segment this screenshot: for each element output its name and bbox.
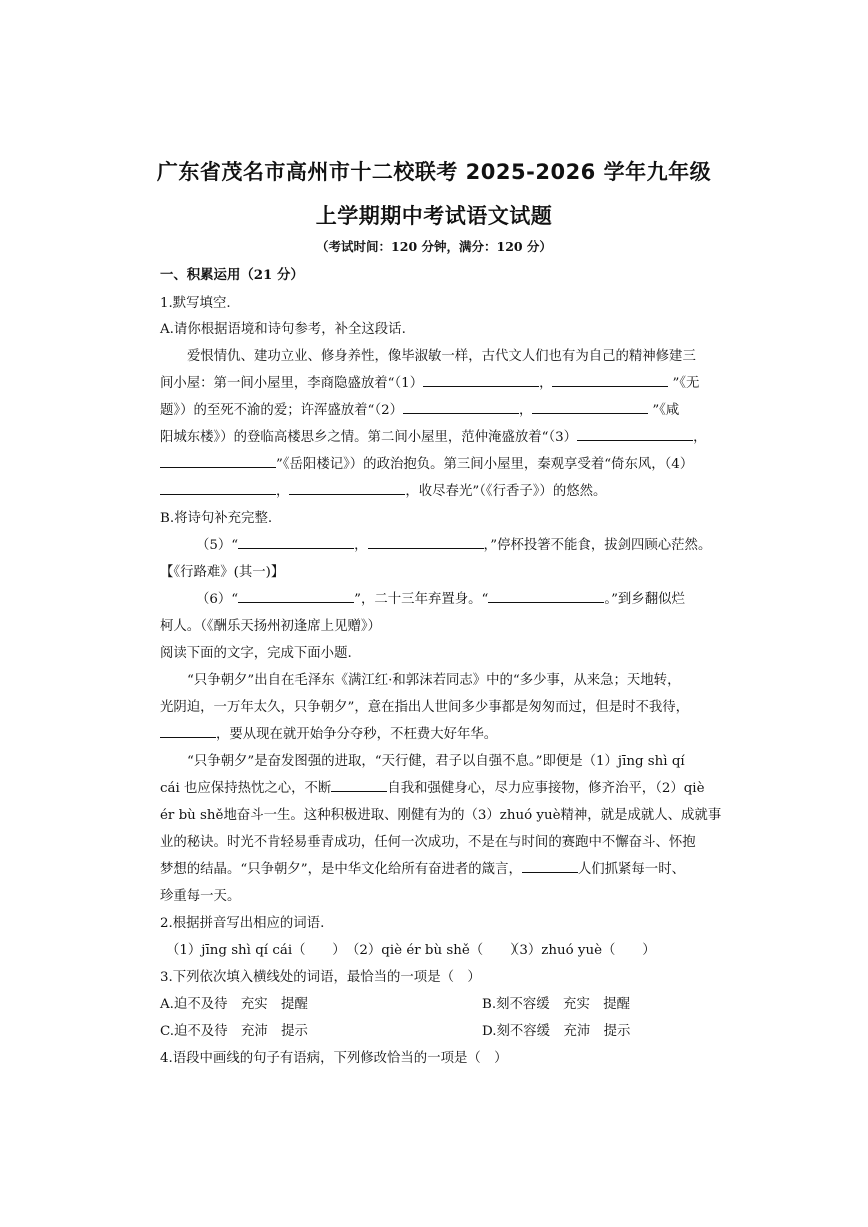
q1-part-a: A.请你根据语境和诗句参考，补全这段话. (160, 322, 406, 337)
paragraph-line: 爱恨情仇、建功立业、修身养性，像毕淑敏一样，古代文人们也有为自己的精神修建三 (187, 349, 696, 364)
text: ， (519, 403, 533, 418)
fill-blank (160, 482, 276, 495)
exam-info: （考试时间：120 分钟，满分：120 分） (316, 239, 552, 254)
fill-blank (289, 482, 405, 495)
fill-blank (238, 536, 354, 549)
q6-source: 柯人。（《酬乐天扬州初逢席上见赠》） (160, 619, 381, 634)
fill-blank (423, 374, 539, 387)
paragraph-line (160, 426, 706, 445)
fill-blank (522, 860, 578, 873)
fill-blank (368, 536, 484, 549)
text: 人们抓紧每一时、 (577, 862, 685, 877)
text: 梦想的结晶。“只争朝夕”，是中华文化给所有奋进者的箴言， (160, 862, 522, 877)
paragraph-line: “只争朝夕”是奋发图强的进取，“天行健，君子以自强不息。”即便是（1）jīng shì qí (187, 754, 685, 769)
text: ”《岳阳楼记》）的政治抱负。第三间小屋里，秦观享受着“倚东风，（4） (276, 457, 694, 472)
fill-blank (331, 779, 387, 792)
q2-heading: 2.根据拼音写出相应的词语. (160, 916, 325, 931)
paragraph-line (160, 372, 699, 391)
paragraph-line: “只争朝夕”出自在毛泽东《满江红·和郭沫若同志》中的“多少事，从来急；天地转， (187, 673, 681, 688)
q2-option-2: （2）qiè ér bù shě（ ） (346, 943, 524, 958)
text: 题》）的至死不渝的爱；许浑盛放着“（2） (160, 403, 403, 418)
paragraph-line: ér bù shě地奋斗一生。这种积极进取、刚健有为的（3）zhuó yuè精神，就是成就人、成就事 (160, 808, 722, 823)
text: 自我和强健身心，尽力应事接物，修齐治平，（2）qiè (387, 781, 705, 796)
paragraph-line: 珍重每一天。 (160, 889, 241, 904)
text: ”《咸 (652, 403, 680, 418)
paragraph-line (160, 399, 679, 418)
text: （5）“ (196, 538, 239, 553)
text: cái 也应保持热忱之心，不断 (160, 781, 332, 796)
text: 间小屋：第一间小屋里，李商隐盛放着“（1） (160, 376, 424, 391)
q3-option-a: A.迫不及待 充实 提醒 (160, 997, 308, 1012)
paragraph-line (160, 453, 693, 472)
paragraph-line (160, 723, 497, 742)
text: 阳城东楼》）的登临高楼思乡之情。第二间小屋里，范仲淹盛放着“（3） (160, 430, 578, 445)
text: ，”停杯投箸不能食，拔剑四顾心茫然。 (483, 538, 712, 553)
q6-line (196, 588, 685, 607)
q2-option-1: （1）jīng shì qí cái（ ） (166, 943, 346, 958)
text: ”《无 (672, 376, 700, 391)
paragraph-line: 光阴迫，一万年太久，只争朝夕”，意在指出人世间多少事都是匆匆而过，但是时不我待， (160, 700, 690, 715)
text: ， (693, 430, 707, 445)
reading-intro: 阅读下面的文字，完成下面小题. (160, 646, 352, 661)
fill-blank (552, 374, 668, 387)
exam-title-line2: 上学期期中考试语文试题 (315, 204, 553, 228)
fill-blank (532, 401, 648, 414)
q2-option-3: （3）zhuó yuè（ ） (506, 943, 656, 958)
q1-heading: 1.默写填空. (160, 296, 231, 311)
exam-title-line1: 广东省茂名市高州市十二校联考 2025-2026 学年九年级 (156, 160, 712, 184)
paragraph-line (160, 858, 685, 877)
q5-source: 【《行路难》(其一)】 (160, 565, 285, 580)
text: ，要从现在就开始争分夺秒，不枉费大好年华。 (216, 727, 498, 742)
q1-part-b: B.将诗句补充完整. (160, 511, 273, 526)
fill-blank (403, 401, 519, 414)
fill-blank (160, 455, 276, 468)
fill-blank (577, 428, 693, 441)
text: ，收尽春光”（《行香子》）的悠然。 (405, 484, 607, 499)
section-heading: 一、积累运用（21 分） (160, 267, 304, 283)
paragraph-line (160, 480, 606, 499)
fill-blank (238, 590, 354, 603)
q3-option-b: B.刻不容缓 充实 提醒 (482, 997, 631, 1012)
text: 。”到乡翻似烂 (604, 592, 685, 607)
q3-option-c: C.迫不及待 充沛 提示 (160, 1024, 308, 1039)
paragraph-line (160, 777, 705, 796)
fill-blank (160, 725, 216, 738)
text: ， (276, 484, 290, 499)
text: ， (354, 538, 368, 553)
paragraph-line: 业的秘诀。时光不肯轻易垂青成功，任何一次成功，不是在与时间的赛跑中不懈奋斗、怀抱 (160, 835, 696, 850)
fill-blank (488, 590, 604, 603)
q3-heading: 3.下列依次填入横线处的词语，最恰当的一项是（ ） (160, 970, 481, 985)
text: （6）“ (196, 592, 239, 607)
q5-line (196, 534, 711, 553)
q4-heading: 4.语段中画线的句子有语病，下列修改恰当的一项是（ ） (160, 1051, 508, 1066)
text: ， (539, 376, 553, 391)
q3-option-d: D.刻不容缓 充沛 提示 (482, 1024, 631, 1039)
text: ”，二十三年弃置身。“ (354, 592, 489, 607)
